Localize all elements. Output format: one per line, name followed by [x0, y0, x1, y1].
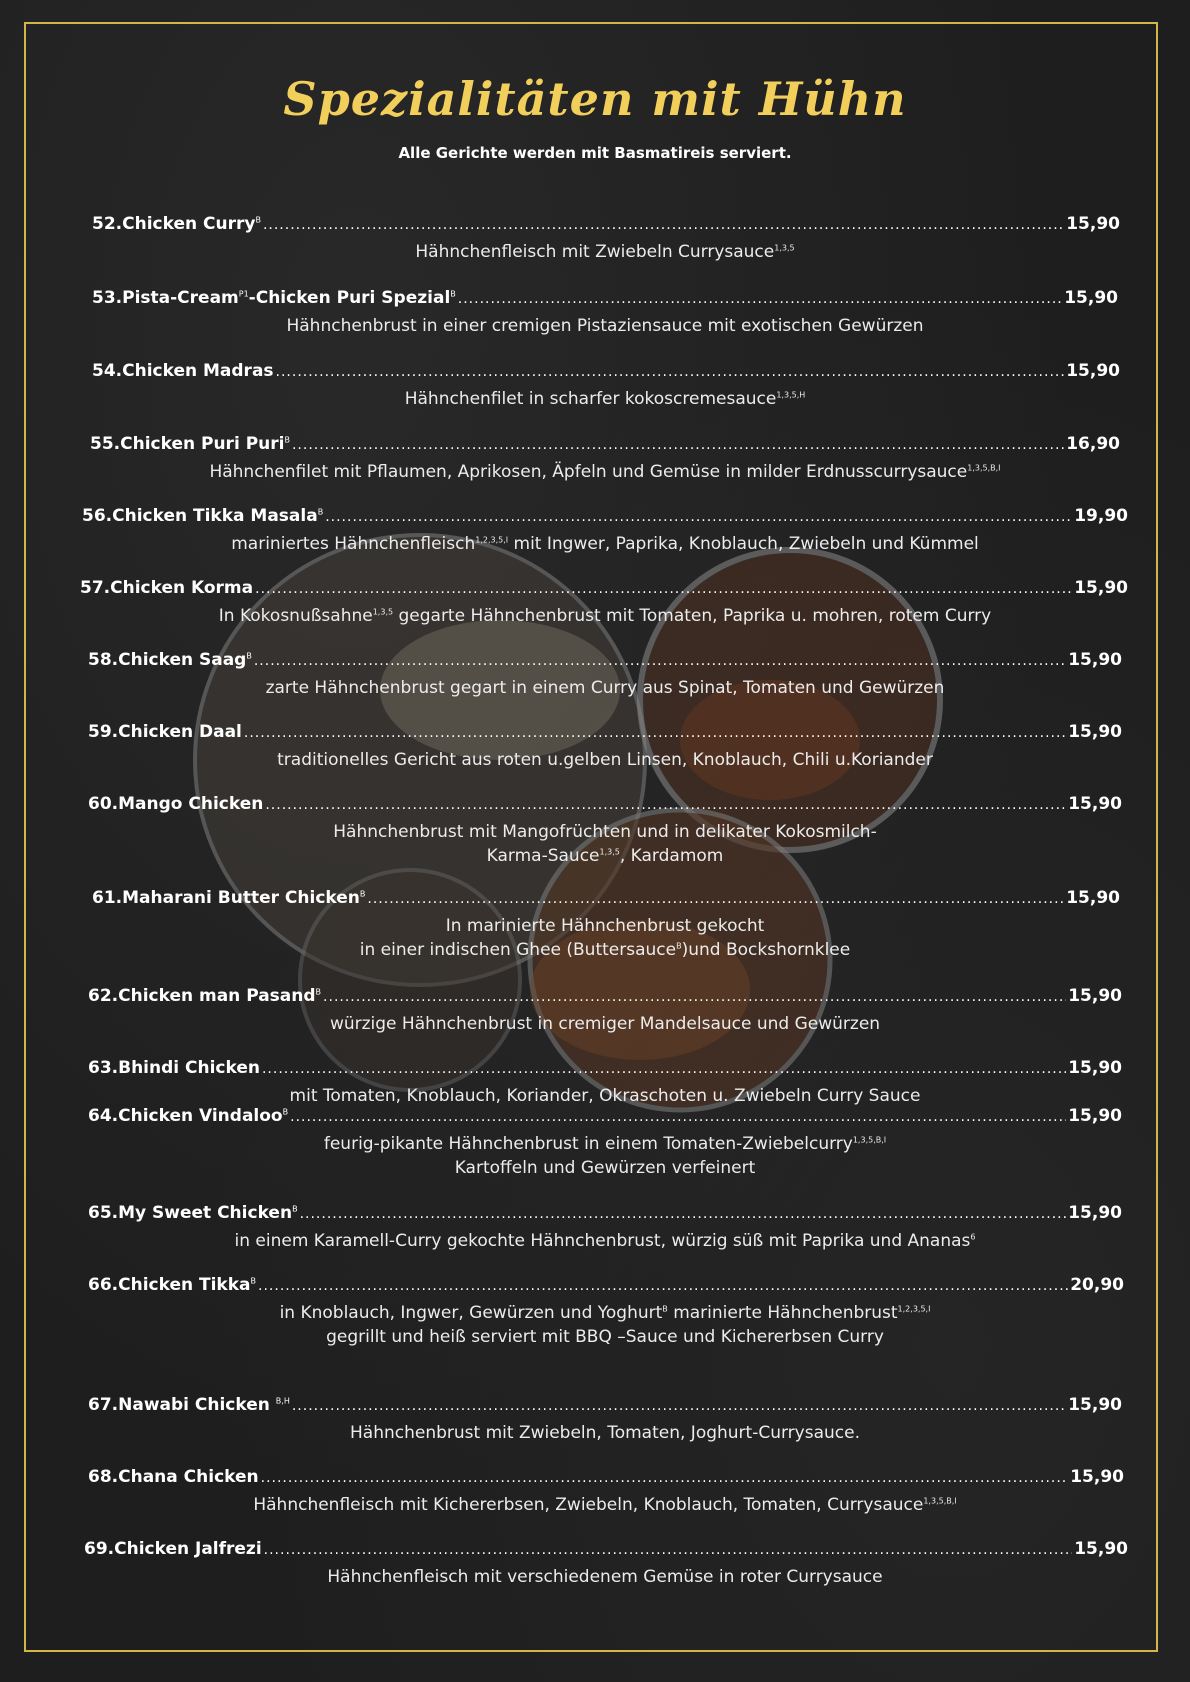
- item-name-text: 59.Chicken Daal: [88, 722, 242, 742]
- desc-text: würzige Hähnchenbrust in cremiger Mandelsauce und Gewürzen: [329, 1014, 881, 1034]
- menu-item-description: [110, 1493, 1100, 1517]
- menu-item-row: [88, 1467, 1124, 1491]
- menu-item-row: [88, 650, 1122, 674]
- item-name-text: 60.Mango Chicken: [88, 794, 264, 814]
- menu-item-description: [110, 676, 1100, 700]
- menu-item-price: 15,90: [1068, 1395, 1122, 1415]
- dot-leader: [300, 1206, 1067, 1222]
- allergen-note: 1,3,5,B,I: [923, 1496, 957, 1506]
- menu-item-price: 19,90: [1074, 506, 1128, 526]
- item-name-text: 63.Bhindi Chicken: [88, 1058, 260, 1078]
- menu-item-price: 15,90: [1068, 1203, 1122, 1223]
- item-name-text: 65.My Sweet Chicken: [88, 1203, 293, 1223]
- menu-item-description: [110, 748, 1100, 772]
- menu-item-price: 15,90: [1074, 578, 1128, 598]
- menu-item-name: [88, 1106, 288, 1126]
- desc-text: Hähnchenfilet in scharfer kokoscremesauce: [404, 389, 777, 409]
- desc-text: gegrillt und heiß serviert mit BBQ –Sauce und Kichererbsen Curry: [326, 1327, 884, 1347]
- desc-text: zarte Hähnchenbrust gegart in einem Curry aus Spinat, Tomaten und Gewürzen: [265, 678, 945, 698]
- desc-text: in einem Karamell-Curry gekochte Hähnchenbrust, würzig süß mit Paprika und Ananas: [234, 1231, 971, 1251]
- item-name-text: 61.Maharani Butter Chicken: [92, 888, 360, 908]
- menu-item-price: 15,90: [1068, 722, 1122, 742]
- menu-item-name: [82, 506, 323, 526]
- menu-item-name: [84, 1539, 262, 1559]
- item-name-text: 66.Chicken Tikka: [88, 1275, 251, 1295]
- menu-item-price: 15,90: [1074, 1539, 1128, 1559]
- menu-item-description: [110, 1565, 1100, 1589]
- menu-item-row: [92, 888, 1120, 912]
- menu-item-price: 15,90: [1066, 888, 1120, 908]
- allergen-note: 1,3,5,B,I: [967, 463, 1001, 473]
- desc-text: Hähnchenbrust mit Mangofrüchten und in delikater Kokosmilch-: [333, 822, 877, 842]
- allergen-note: B: [284, 435, 290, 445]
- dot-leader: [258, 1278, 1068, 1294]
- menu-item-name: [88, 1395, 290, 1415]
- menu-item-description: [110, 820, 1100, 844]
- menu-item-description: [110, 604, 1100, 628]
- menu-item-price: 15,90: [1068, 986, 1122, 1006]
- dot-leader: [292, 437, 1064, 453]
- menu-item-description-line2: [110, 844, 1100, 868]
- menu-item-price: 15,90: [1066, 214, 1120, 234]
- menu-item-name: [92, 888, 365, 908]
- allergen-note: B: [662, 1304, 668, 1314]
- desc-text: mariniertes Hähnchenfleisch: [231, 534, 476, 554]
- menu-item-name: [88, 1275, 256, 1295]
- menu-item-name: [90, 434, 290, 454]
- desc-text: Hähnchenbrust in einer cremigen Pistaziensauce mit exotischen Gewürzen: [286, 316, 924, 336]
- menu-item-name: [92, 288, 456, 308]
- desc-text: mit Tomaten, Knoblauch, Koriander, Okraschoten u. Zwiebeln Curry Sauce: [289, 1086, 921, 1106]
- allergen-note: 6: [970, 1232, 976, 1242]
- menu-item-row: [80, 578, 1128, 602]
- menu-item-name: [88, 986, 321, 1006]
- desc-text: in Knoblauch, Ingwer, Gewürzen und Yoghurt: [279, 1303, 663, 1323]
- menu-item-price: 15,90: [1068, 1058, 1122, 1078]
- desc-text: Karma-Sauce: [486, 846, 600, 866]
- allergen-note: B: [255, 215, 261, 225]
- menu-item-description-line2: [110, 938, 1100, 962]
- allergen-note: P1: [238, 289, 249, 299]
- allergen-note: 1,3,5: [774, 243, 795, 253]
- menu-item-name: [92, 214, 261, 234]
- allergen-note: B: [450, 289, 456, 299]
- menu-item-description: [110, 1421, 1100, 1445]
- menu-item-description: [110, 1012, 1100, 1036]
- menu-item-row: [92, 214, 1120, 238]
- menu-item-row: [92, 361, 1120, 385]
- menu-item-row: [88, 986, 1122, 1010]
- desc-text: mit Ingwer, Paprika, Knoblauch, Zwiebeln und Kümmel: [508, 534, 979, 554]
- menu-item-description: [110, 1229, 1100, 1253]
- menu-item-price: 16,90: [1066, 434, 1120, 454]
- item-name-text: 64.Chicken Vindaloo: [88, 1106, 283, 1126]
- allergen-note: B: [282, 1107, 289, 1117]
- allergen-note: 1,3,5,B,I: [852, 1135, 887, 1145]
- menu-item-description: [110, 1132, 1100, 1156]
- menu-item-name: [92, 361, 274, 381]
- menu-item-description: [110, 387, 1100, 411]
- menu-item-description-line2: [110, 1325, 1100, 1349]
- menu-item-name: [88, 1467, 259, 1487]
- dot-leader: [265, 797, 1066, 813]
- desc-text: gegarte Hähnchenbrust mit Tomaten, Paprika u. mohren, rotem Curry: [393, 606, 992, 626]
- menu-item-row: [92, 288, 1118, 312]
- menu-item-price: 15,90: [1064, 288, 1118, 308]
- item-name-text: -Chicken Puri Spezial: [248, 288, 451, 308]
- allergen-note: B,H: [275, 1396, 290, 1406]
- desc-text: )und Bockshornklee: [681, 940, 851, 960]
- item-name-text: 58.Chicken Saag: [88, 650, 247, 670]
- desc-text: marinierte Hähnchenbrust: [667, 1303, 898, 1323]
- desc-text: , Kardamom: [619, 846, 724, 866]
- dot-leader: [276, 364, 1065, 380]
- item-name-text: 68.Chana Chicken: [88, 1467, 259, 1487]
- menu-item-name: [88, 794, 263, 814]
- menu-item-price: 15,90: [1070, 1467, 1124, 1487]
- desc-text: Hähnchenfilet mit Pflaumen, Aprikosen, Äpfeln und Gemüse in milder Erdnusscurrysauce: [209, 462, 968, 482]
- menu-item-description: [110, 314, 1100, 338]
- menu-item-row: [88, 1203, 1122, 1227]
- menu-item-name: [88, 1058, 260, 1078]
- menu-item-row: [90, 434, 1120, 458]
- item-name-text: 55.Chicken Puri Puri: [90, 434, 285, 454]
- menu-item-row: [88, 794, 1122, 818]
- menu-item-price: 15,90: [1068, 650, 1122, 670]
- desc-text: feurig-pikante Hähnchenbrust in einem Tomaten-Zwiebelcurry: [323, 1134, 853, 1154]
- dot-leader: [261, 1470, 1069, 1486]
- dot-leader: [255, 581, 1072, 597]
- allergen-note: B: [317, 507, 324, 517]
- menu-item-price: 15,90: [1066, 361, 1120, 381]
- dot-leader: [290, 1109, 1066, 1125]
- item-name-text: 57.Chicken Korma: [80, 578, 254, 598]
- allergen-note: B: [676, 941, 682, 951]
- allergen-note: B: [359, 889, 366, 899]
- menu-item-description: [110, 240, 1100, 264]
- menu-item-row: [88, 722, 1122, 746]
- desc-text: Hähnchenfleisch mit Zwiebeln Currysauce: [415, 242, 775, 262]
- menu-item-row: [82, 506, 1128, 530]
- allergen-note: 1,2,3,5,I: [897, 1304, 931, 1314]
- dot-leader: [244, 725, 1066, 741]
- menu-item-price: 15,90: [1068, 1106, 1122, 1126]
- dot-leader: [325, 509, 1072, 525]
- desc-text: in einer indischen Ghee (Buttersauce: [359, 940, 677, 960]
- menu-item-name: [80, 578, 253, 598]
- menu-item-description: [110, 460, 1100, 484]
- dot-leader: [264, 1542, 1073, 1558]
- allergen-note: 1,3,5: [599, 847, 620, 857]
- desc-text: Hähnchenfleisch mit Kichererbsen, Zwiebeln, Knoblauch, Tomaten, Currysauce: [253, 1495, 924, 1515]
- desc-text: Hähnchenfleisch mit verschiedenem Gemüse in roter Currysauce: [327, 1567, 883, 1587]
- item-name-text: 52.Chicken Curry: [92, 214, 256, 234]
- item-name-text: 53.Pista-Cream: [92, 288, 239, 308]
- allergen-note: B: [292, 1204, 298, 1214]
- dot-leader: [323, 989, 1066, 1005]
- dot-leader: [367, 891, 1064, 907]
- menu-item-description: [110, 1301, 1100, 1325]
- item-name-text: 54.Chicken Madras: [92, 361, 274, 381]
- dot-leader: [263, 217, 1064, 233]
- desc-text: Kartoffeln und Gewürzen verfeinert: [454, 1158, 756, 1178]
- desc-text: traditionelles Gericht aus roten u.gelben Linsen, Knoblauch, Chili u.Koriander: [277, 750, 933, 770]
- allergen-note: B: [250, 1276, 257, 1286]
- menu-item-row: [88, 1395, 1122, 1419]
- menu-item-name: [88, 650, 252, 670]
- menu-item-row: [88, 1058, 1122, 1082]
- menu-item-description: [110, 914, 1100, 938]
- item-name-text: 69.Chicken Jalfrezi: [84, 1539, 262, 1559]
- desc-text: In marinierte Hähnchenbrust gekocht: [445, 916, 765, 936]
- item-name-text: 56.Chicken Tikka Masala: [82, 506, 318, 526]
- dot-leader: [458, 291, 1062, 307]
- menu-item-row: [88, 1275, 1124, 1299]
- allergen-note: 1,3,5,H: [776, 390, 806, 400]
- menu-item-price: 20,90: [1070, 1275, 1124, 1295]
- menu-item-row: [84, 1539, 1128, 1563]
- dot-leader: [292, 1398, 1066, 1414]
- menu-item-description: [110, 532, 1100, 556]
- allergen-note: B: [315, 987, 322, 997]
- menu-item-row: [88, 1106, 1122, 1130]
- item-name-text: 62.Chicken man Pasand: [88, 986, 316, 1006]
- allergen-note: 1,2,3,5,I: [475, 535, 509, 545]
- menu-item-name: [88, 1203, 298, 1223]
- menu-item-description: [110, 1084, 1100, 1108]
- desc-text: In Kokosnußsahne: [218, 606, 373, 626]
- page-title: Spezialitäten mit Hühn: [283, 72, 907, 126]
- desc-text: Hähnchenbrust mit Zwiebeln, Tomaten, Joghurt-Currysauce.: [350, 1423, 860, 1443]
- menu-item-price: 15,90: [1068, 794, 1122, 814]
- allergen-note: B: [246, 651, 252, 661]
- dot-leader: [254, 653, 1066, 669]
- menu-item-description-line2: [110, 1156, 1100, 1180]
- allergen-note: 1,3,5: [372, 607, 394, 617]
- dot-leader: [262, 1061, 1066, 1077]
- page-subtitle: Alle Gerichte werden mit Basmatireis serviert.: [398, 144, 792, 162]
- item-name-text: 67.Nawabi Chicken: [88, 1395, 276, 1415]
- menu-item-name: [88, 722, 242, 742]
